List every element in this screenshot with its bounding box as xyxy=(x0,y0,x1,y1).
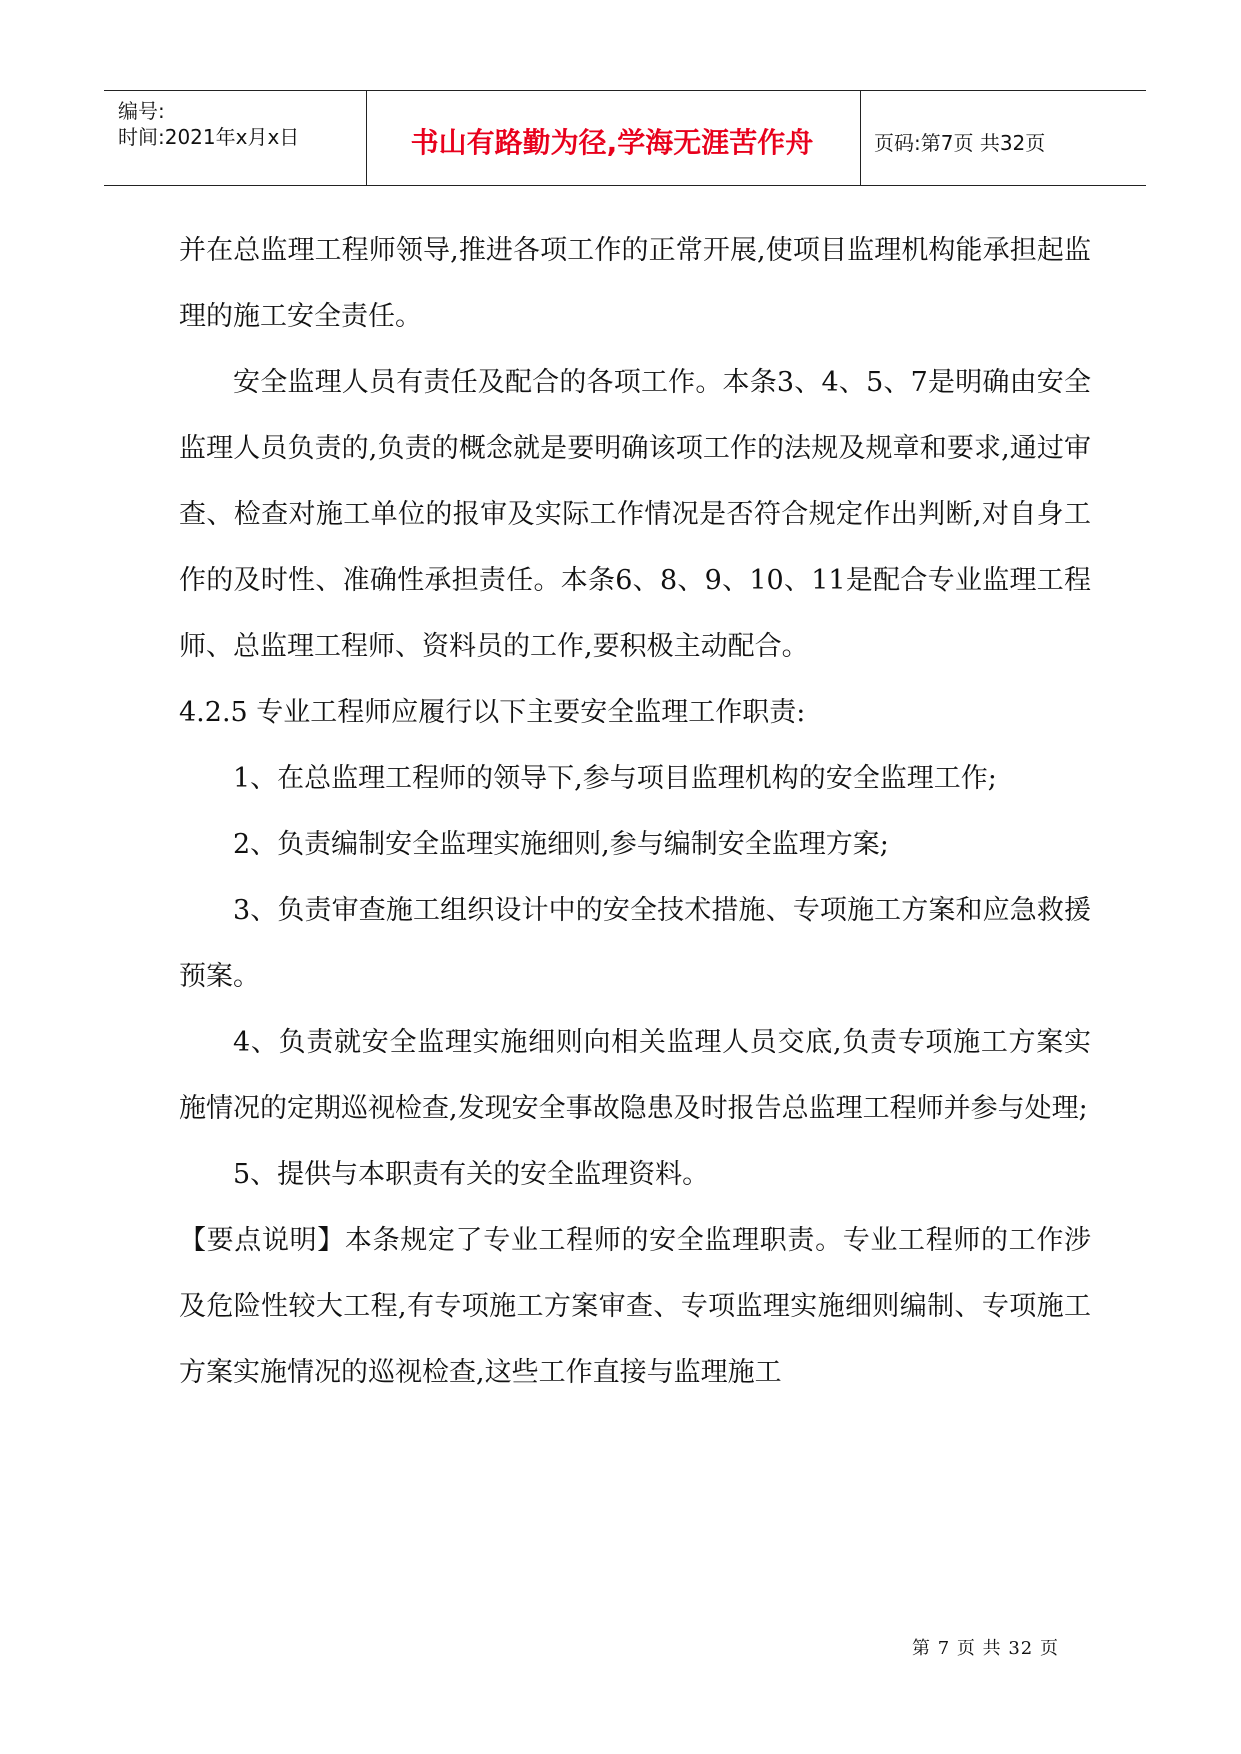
time-label: 时间:2021年x月x日 xyxy=(118,125,300,149)
section-heading: 4.2.5 专业工程师应履行以下主要安全监理工作职责: xyxy=(179,697,806,728)
list-item: 4、负责就安全监理实施细则向相关监理人员交底,负责专项施工方案实施情况的定期巡视检查,发现安全事故隐患及时报告总监理工程师并参与处理; xyxy=(179,1027,1091,1124)
header-divider-left xyxy=(366,91,367,185)
list-item: 2、负责编制安全监理实施细则,参与编制安全监理方案; xyxy=(233,829,889,860)
paragraph: 安全监理人员有责任及配合的各项工作。本条3、4、5、7是明确由安全监理人员负责的,负责的概念就是要明确该项工作的法规及规章和要求,通过审查、检查对施工单位的报审及实际工作情况是否符合规定作出判断,对自身工作的及时性、准确性承担责任。本条6、8、9、10、11是配合专业监理工程师、总监理工程师、资料员的工作,要积极主动配合。 xyxy=(179,367,1091,662)
page-footer: 第 7 页 共 32 页 xyxy=(912,1638,1059,1659)
list-item: 3、负责审查施工组织设计中的安全技术措施、专项施工方案和应急救援预案。 xyxy=(179,895,1091,992)
header-page-info: 页码:第7页 共32页 xyxy=(874,130,1046,155)
document-body xyxy=(179,218,1091,1406)
header-motto: 书山有路勤为径,学海无涯苦作舟 xyxy=(410,126,814,159)
header-divider-right xyxy=(860,91,861,185)
key-point-paragraph: 【要点说明】本条规定了专业工程师的安全监理职责。专业工程师的工作涉及危险性较大工程,有专项施工方案审查、专项监理实施细则编制、专项施工方案实施情况的巡视检查,这些工作直接与监理施工 xyxy=(179,1225,1091,1388)
list-item: 1、在总监理工程师的领导下,参与项目监理机构的安全监理工作; xyxy=(233,763,997,794)
page-header xyxy=(104,90,1146,186)
paragraph: 并在总监理工程师领导,推进各项工作的正常开展,使项目监理机构能承担起监理的施工安全责任。 xyxy=(179,235,1091,332)
number-label: 编号: xyxy=(118,99,165,123)
list-item: 5、提供与本职责有关的安全监理资料。 xyxy=(233,1159,710,1190)
